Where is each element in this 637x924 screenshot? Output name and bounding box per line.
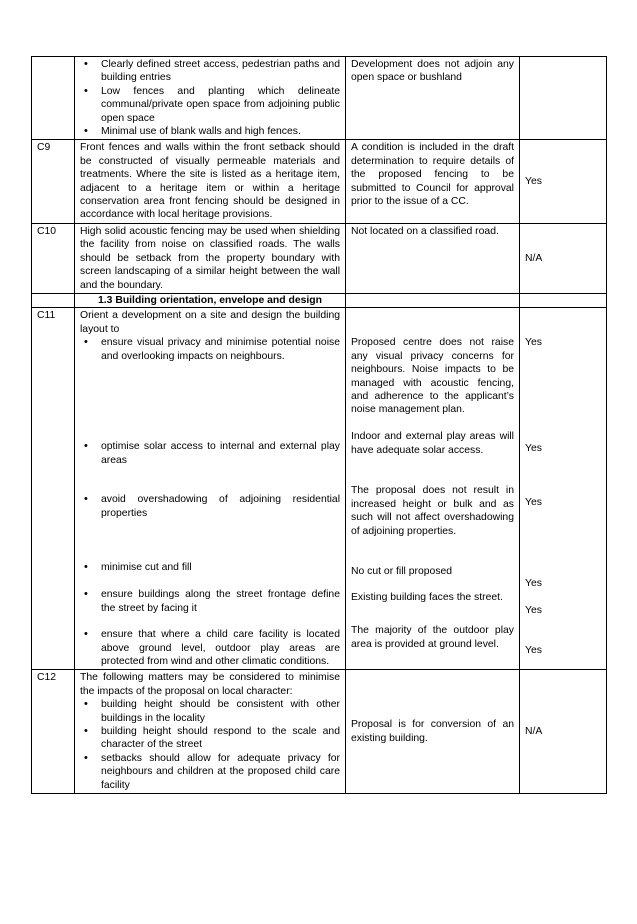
- list-item: • ensure that where a child care facility is located above ground level, outdoor play areas are protected from wind and other climatic conditions.: [80, 628, 340, 668]
- comment-cell: Development does not adjoin any open space or bushland: [346, 57, 520, 140]
- table-row-c11: [32, 308, 607, 670]
- comment-cell: A condition is included in the draft determination to require details of the proposed fencing to be submitted to Council for approval prior to the issue of a CC.: [346, 140, 520, 223]
- comment-text: Existing building faces the street.: [351, 592, 503, 604]
- comment-text: The majority of the outdoor play area is provided at ground level.: [351, 625, 514, 650]
- list-item: • optimise solar access to internal and external play areas: [80, 440, 340, 493]
- result-cell: [520, 57, 607, 140]
- comment-text: Proposed centre does not raise any visual privacy concerns for neighbours. Noise impacts to be managed with acoustic fencing, and adherence to the applicant’s noise management plan.: [351, 337, 514, 416]
- control-id-cell: C10: [32, 223, 75, 293]
- section-heading: 1.3 Building orientation, envelope and design: [75, 293, 346, 307]
- result-cell: N/A: [520, 670, 607, 794]
- result-text: Yes: [525, 337, 542, 349]
- control-text-cell: [75, 308, 346, 670]
- control-id-cell: [32, 57, 75, 140]
- result-text: Yes: [525, 443, 542, 455]
- result-cell: N/A: [520, 223, 607, 293]
- comment-text: No cut or fill proposed: [351, 566, 453, 578]
- result-cell: [520, 293, 607, 307]
- list-item: • Clearly defined street access, pedestrian paths and building entries: [80, 58, 340, 85]
- intro-text: The following matters may be considered to minimise the impacts of the proposal on local character:: [80, 672, 340, 697]
- control-id-cell: C12: [32, 670, 75, 794]
- list-item: • minimise cut and fill: [80, 561, 340, 588]
- result-text: Yes: [525, 578, 542, 590]
- intro-text: Orient a development on a site and design the building layout to: [80, 310, 340, 335]
- control-id-cell: [32, 293, 75, 307]
- list-item: • ensure visual privacy and minimise potential noise and overlooking impacts on neighbours.: [80, 336, 340, 440]
- comment-text: Indoor and external play areas will have adequate solar access.: [351, 431, 514, 456]
- list-item: • building height should be consistent with other buildings in the locality: [80, 698, 340, 725]
- list-item: • Minimal use of blank walls and high fences.: [80, 125, 340, 138]
- result-text: Yes: [525, 605, 542, 617]
- comment-cell: Not located on a classified road.: [346, 223, 520, 293]
- table-row-c12: [32, 670, 607, 794]
- control-id-cell: C11: [32, 308, 75, 670]
- assessment-table-page: [31, 56, 606, 794]
- control-text-cell: High solid acoustic fencing may be used when shielding the facility from noise on classified roads. The walls should be setback from the property boundary with screen landscaping of a similar height between the wall and the boundary.: [75, 223, 346, 293]
- result-cell: Yes: [520, 140, 607, 223]
- list-item: • ensure buildings along the street frontage define the street by facing it: [80, 588, 340, 628]
- comment-cell: [346, 308, 520, 670]
- list-item: • Low fences and planting which delineate communal/private open space from adjoining public open space: [80, 85, 340, 125]
- bullet-list: [80, 698, 340, 792]
- comment-text: The proposal does not result in increased height or bulk and as such will not affect overshadowing of adjoining properties.: [351, 485, 514, 537]
- assessment-table: [31, 56, 607, 794]
- bullet-list: [80, 58, 340, 138]
- comment-cell: Proposal is for conversion of an existing building.: [346, 670, 520, 794]
- table-row-continuation: [32, 57, 607, 140]
- table-row-c9: [32, 140, 607, 223]
- control-text-cell: [75, 670, 346, 794]
- list-item: • avoid overshadowing of adjoining residential properties: [80, 493, 340, 561]
- control-text-cell: [75, 57, 346, 140]
- table-row-c10: [32, 223, 607, 293]
- result-text: Yes: [525, 645, 542, 657]
- control-id-cell: C9: [32, 140, 75, 223]
- list-item: • setbacks should allow for adequate privacy for neighbours and children at the proposed child care facility: [80, 752, 340, 792]
- comment-cell: [346, 293, 520, 307]
- result-text: Yes: [525, 497, 542, 509]
- result-cell: [520, 308, 607, 670]
- list-item: • building height should respond to the scale and character of the street: [80, 725, 340, 752]
- bullet-list: [80, 336, 340, 668]
- control-text-cell: Front fences and walls within the front setback should be constructed of visually permeable materials and treatments. Where the site is listed as a heritage item, adjacent to a heritage item or within a heritage conservation area front fencing should be designed in accordance with local heritage provisions.: [75, 140, 346, 223]
- table-row-section: [32, 293, 607, 307]
